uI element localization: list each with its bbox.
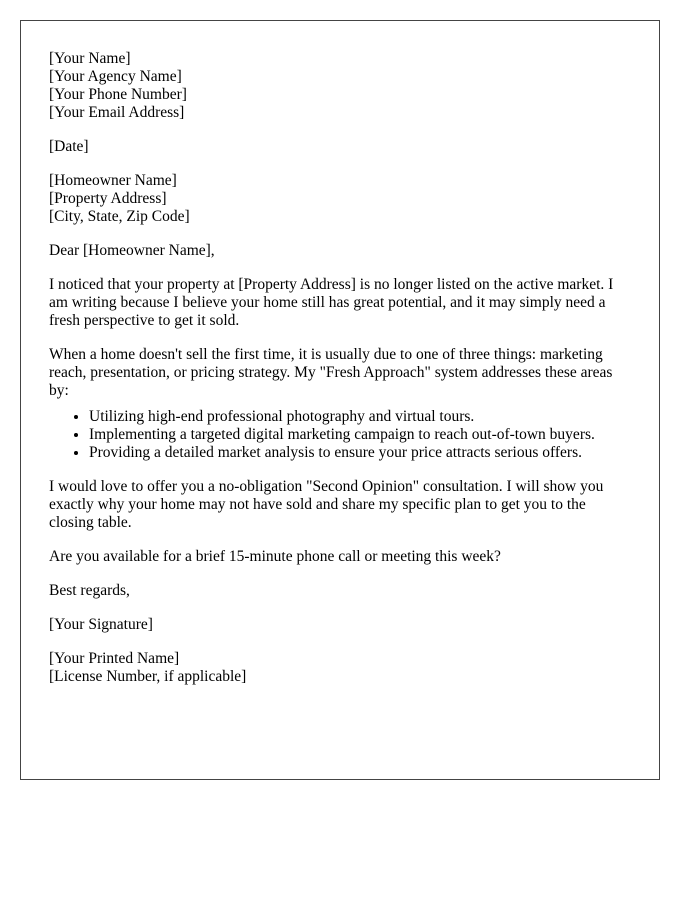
sender-name: [Your Name] <box>49 50 131 67</box>
recipient-address: [Property Address] <box>49 190 167 207</box>
closing: Best regards, <box>49 582 130 599</box>
body-paragraph-3: I would love to offer you a no-obligation "Second Opinion" consultation. I will show you exactly why your home may not have sold and share my specific plan to get you to the closing table. <box>49 478 604 531</box>
body-paragraph-2: When a home doesn't sell the first time, it is usually due to one of three things: marketing reach, presentation, or pricing strategy. My "Fresh Approach" system addresses these areas by: <box>49 346 613 399</box>
sender-phone: [Your Phone Number] <box>49 86 187 103</box>
signature: [Your Signature] <box>49 616 153 633</box>
salutation: Dear [Homeowner Name], <box>49 242 215 259</box>
approach-list <box>49 408 631 462</box>
date-block <box>49 138 631 156</box>
sender-agency: [Your Agency Name] <box>49 68 182 85</box>
recipient-block <box>49 172 631 226</box>
letter-date: [Date] <box>49 138 89 155</box>
license-number: [License Number, if applicable] <box>49 668 247 685</box>
sender-email: [Your Email Address] <box>49 104 185 121</box>
letter-page <box>20 20 660 780</box>
signoff-block <box>49 650 631 686</box>
body-paragraph-4: Are you available for a brief 15-minute phone call or meeting this week? <box>49 548 501 565</box>
list-item: • Providing a detailed market analysis to ensure your price attracts serious offers. <box>89 444 631 462</box>
printed-name: [Your Printed Name] <box>49 650 180 667</box>
recipient-name: [Homeowner Name] <box>49 172 177 189</box>
list-item: • Utilizing high-end professional photography and virtual tours. <box>89 408 631 426</box>
recipient-city-state-zip: [City, State, Zip Code] <box>49 208 190 225</box>
sender-block <box>49 50 631 122</box>
body-paragraph-1: I noticed that your property at [Property Address] is no longer listed on the active market. I am writing because I believe your home still has great potential, and it may simply need a fresh perspective to get it sold. <box>49 276 614 329</box>
list-item: • Implementing a targeted digital marketing campaign to reach out-of-town buyers. <box>89 426 631 444</box>
